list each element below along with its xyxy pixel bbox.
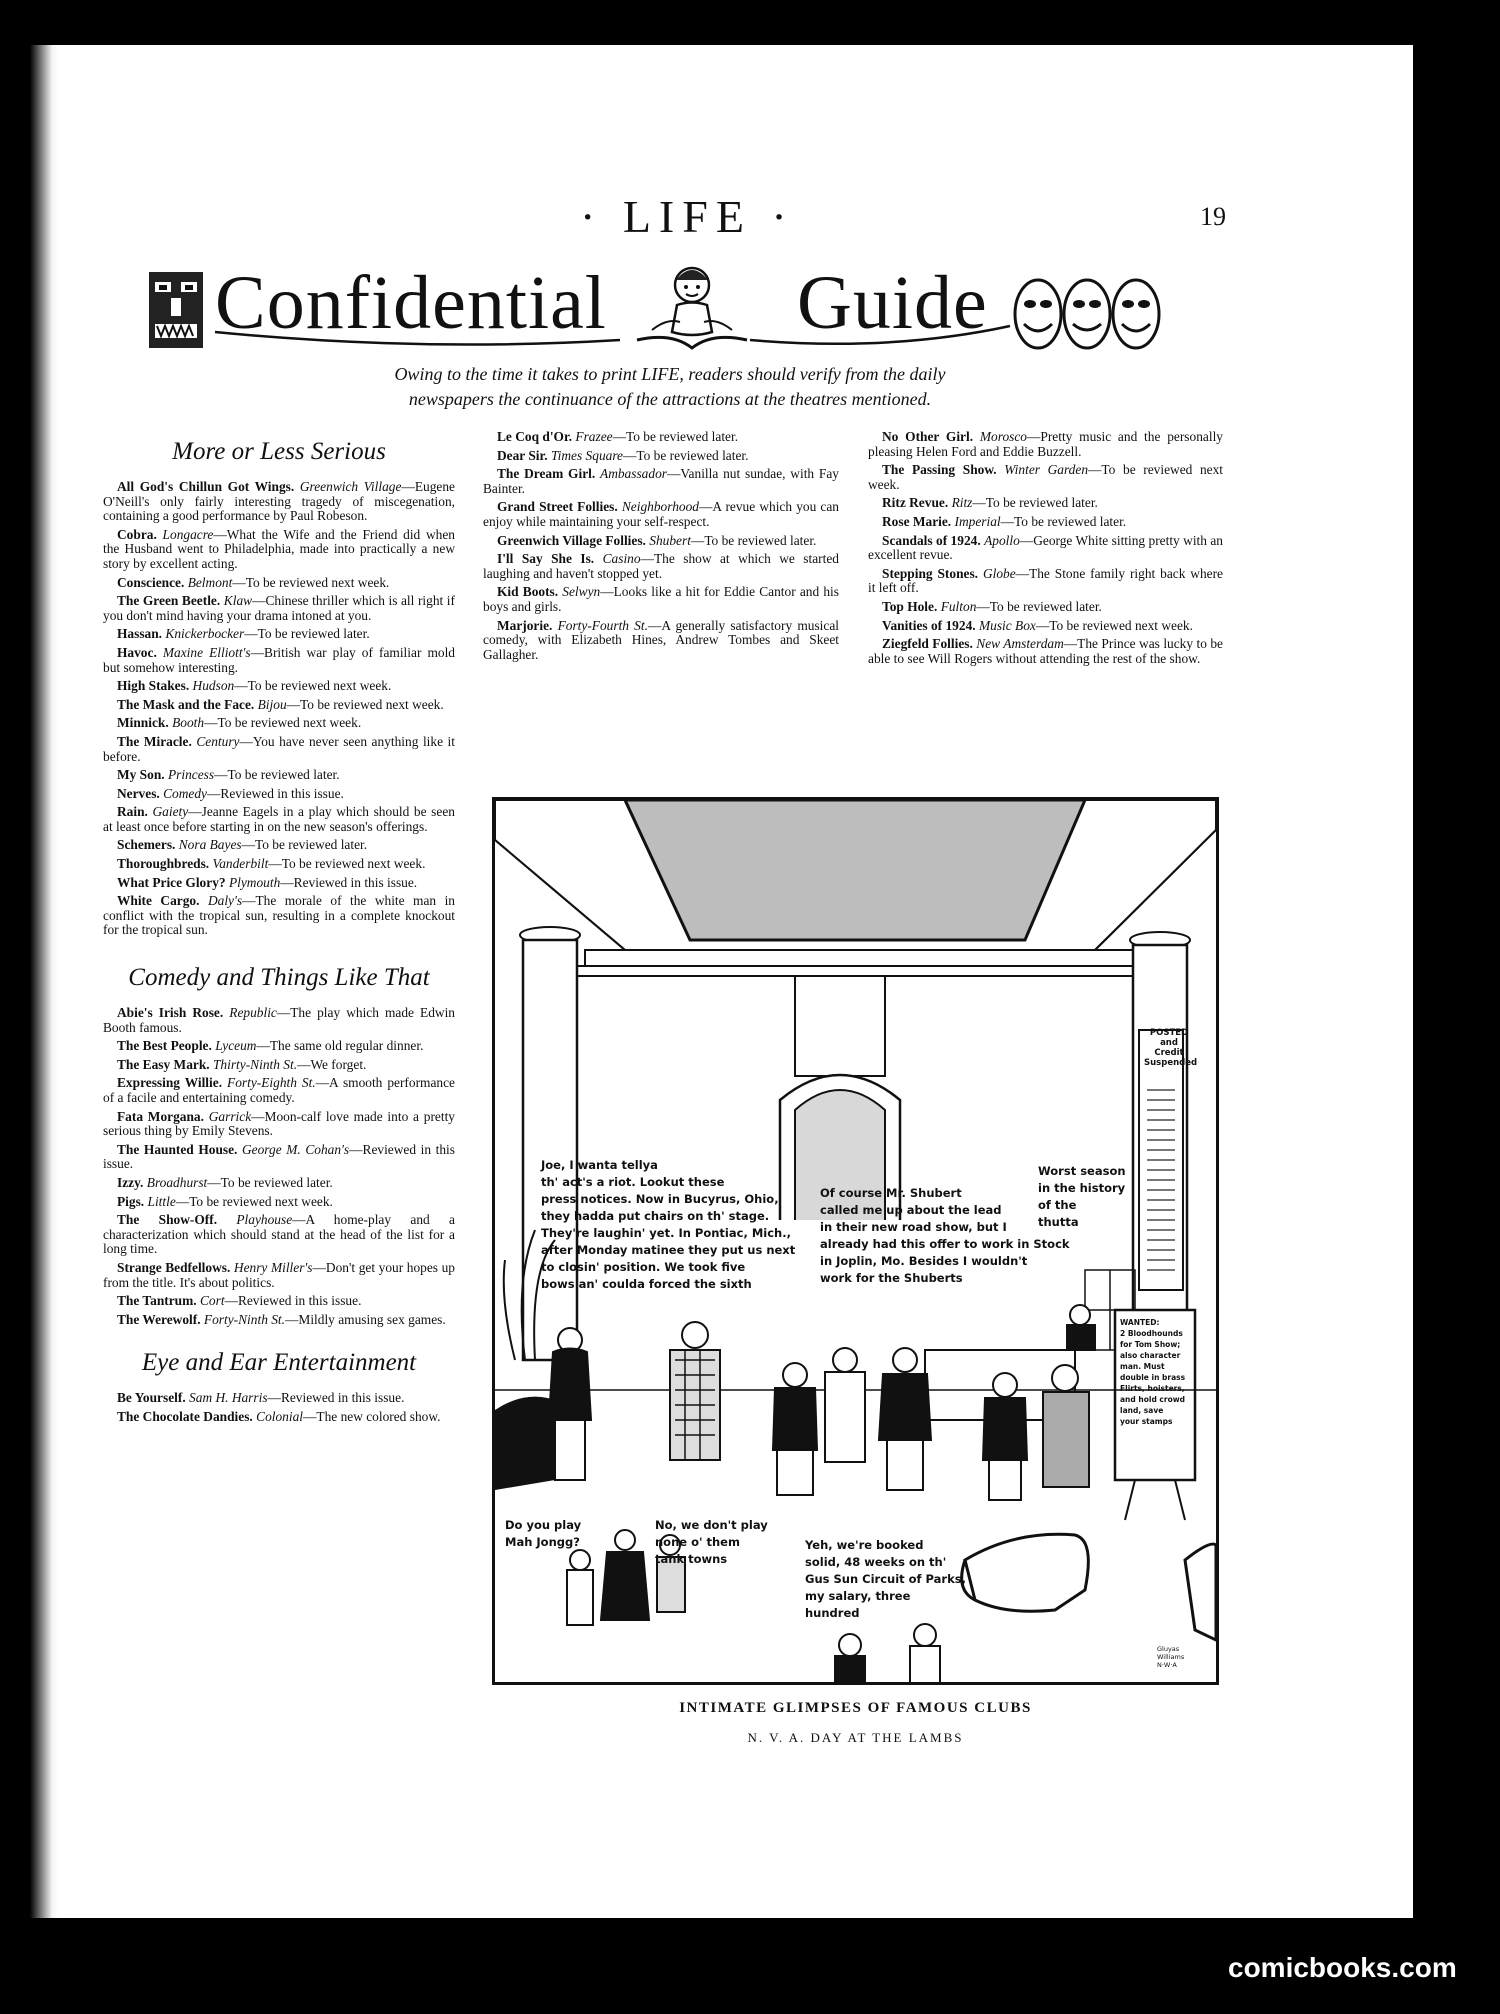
entry-title: The Dream Girl.: [497, 466, 596, 482]
entry-title: Greenwich Village Follies.: [497, 532, 646, 548]
guide-entry: [103, 1391, 455, 1406]
guide-entry: [103, 1058, 455, 1073]
entry-venue: Neighborhood: [621, 499, 699, 515]
entry-title: The Passing Show.: [882, 462, 997, 478]
entry-title: Rain.: [117, 804, 148, 820]
guide-entry: [868, 496, 1223, 511]
entry-venue: Longacre: [162, 526, 214, 542]
text-line: hundred: [805, 1606, 860, 1620]
text-line: in the history: [1038, 1181, 1126, 1195]
entry-text: —To be reviewed later.: [612, 429, 739, 444]
entry-text: —To be reviewed later.: [214, 767, 340, 783]
entry-title: White Cargo.: [117, 893, 200, 909]
text-line: th' act's a riot. Lookut these: [541, 1175, 725, 1189]
guide-entry: [103, 1313, 455, 1328]
entry-venue: New Amsterdam: [976, 636, 1064, 652]
guide-banner: [140, 260, 1180, 360]
entry-title: Kid Boots.: [497, 584, 559, 600]
entry-venue: Henry Miller's: [233, 1259, 313, 1275]
entry-title: High Stakes.: [117, 678, 190, 694]
guide-entry: [103, 1076, 455, 1105]
running-head: · LIFE ·: [580, 191, 795, 242]
speech-bubble-vaudevillian: [541, 1157, 795, 1293]
entry-text: —The same old regular dinner.: [256, 1038, 424, 1054]
entry-venue: Winter Garden: [1004, 462, 1089, 478]
cartoon-subcaption: N. V. A. DAY AT THE LAMBS: [747, 1730, 964, 1745]
entry-text: —Pretty music and the personally pleasing Helen Ford and Eddie Buzzell.: [868, 429, 1223, 459]
entry-text: —To be reviewed later.: [241, 837, 368, 853]
entry-venue: Republic: [229, 1005, 277, 1021]
entry-venue: Forty-Eighth St.: [227, 1075, 316, 1091]
entry-venue: Klaw: [223, 593, 253, 609]
text-line: in Joplin, Mo. Besides I wouldn't: [820, 1254, 1028, 1268]
guide-entry: [868, 430, 1223, 459]
text-line: Credit: [1154, 1048, 1184, 1058]
entry-text: —Reviewed in this issue.: [267, 1390, 405, 1406]
guide-entry: [868, 567, 1223, 596]
entry-venue: Sam H. Harris: [189, 1390, 268, 1406]
text-line: work for the Shuberts: [820, 1271, 963, 1285]
guide-entry: [103, 1261, 455, 1290]
entry-venue: Music Box: [978, 617, 1036, 633]
entry-text: —Moon-calf love made into a pretty serious thing by Emily Stevens.: [103, 1108, 455, 1139]
guide-entry: [103, 735, 455, 764]
text-line: in their new road show, but I: [820, 1220, 1007, 1234]
entry-title: Fata Morgana.: [117, 1108, 204, 1124]
column-right: [868, 430, 1223, 670]
banner-title-right: Guide: [796, 261, 988, 345]
entry-title: No Other Girl.: [882, 429, 974, 444]
text-line: Of course Mr. Shubert: [820, 1186, 962, 1200]
entry-venue: Selwyn: [562, 584, 601, 600]
text-line: also character: [1120, 1351, 1181, 1360]
entry-venue: Hudson: [192, 678, 235, 694]
entry-title: The Tantrum.: [117, 1293, 197, 1309]
entry-venue: Globe: [982, 565, 1016, 581]
section-heading-eye-ear: Eye and Ear Entertainment: [141, 1349, 417, 1377]
guide-entry: [103, 594, 455, 623]
entry-title: Strange Bedfellows.: [117, 1259, 231, 1275]
entry-venue: Maxine Elliott's: [162, 644, 251, 660]
entry-text: —To be reviewed next week.: [234, 678, 392, 694]
entry-title: Minnick.: [117, 715, 169, 731]
entry-venue: Ambassador: [600, 466, 667, 482]
entry-text: —A smooth performance of a facile and entertaining comedy.: [103, 1075, 455, 1105]
entry-title: Le Coq d'Or.: [497, 429, 573, 444]
entry-title: Havoc.: [117, 644, 157, 660]
guide-entry: [103, 894, 455, 938]
entry-text: —Jeanne Eagels in a play which should be seen at least once before starting in on the new season's offerings.: [103, 804, 455, 834]
text-line: double in brass: [1120, 1373, 1186, 1382]
entry-venue: Comedy: [163, 785, 208, 801]
entry-title: Vanities of 1924.: [882, 617, 976, 633]
comedy-list: [103, 1006, 455, 1327]
site-watermark: comicbooks.com: [1228, 1952, 1457, 1983]
entry-text: —Reviewed in this issue.: [224, 1293, 362, 1309]
entry-text: —Chinese thriller which is all right if you don't mind having your drama intoned at you.: [103, 593, 455, 623]
entry-text: —Looks like a hit for Eddie Cantor and his boys and girls.: [483, 584, 839, 614]
entry-text: —A home-play and a characterization which should stand at the head of the list for a long time.: [103, 1212, 455, 1257]
guide-entry: [483, 467, 839, 496]
text-line: after Monday matinee they put us next: [541, 1243, 796, 1257]
text-line: of the: [1038, 1198, 1077, 1212]
entry-venue: Booth: [172, 715, 205, 731]
entry-title: Conscience.: [117, 574, 185, 590]
entry-text: —Mildly amusing sex games.: [285, 1311, 446, 1327]
speech-bubble-booked-solid: [805, 1537, 966, 1622]
text-line: and: [1160, 1038, 1178, 1048]
entry-venue: Vanderbilt: [212, 856, 269, 872]
text-line: They're laughin' yet. In Pontiac, Mich.,: [541, 1226, 791, 1240]
guide-entry: [103, 1410, 455, 1425]
entry-venue: Playhouse: [236, 1212, 293, 1228]
text-line: Suspended: [1144, 1058, 1198, 1068]
entry-title: All God's Chillun Got Wings.: [117, 479, 295, 494]
entry-title: What Price Glory?: [117, 874, 226, 890]
entry-venue: Cort: [199, 1293, 225, 1309]
entry-title: Schemers.: [117, 837, 176, 853]
guide-entry: [103, 1176, 455, 1191]
entry-title: The Haunted House.: [117, 1141, 238, 1157]
text-line: Gus Sun Circuit of Parks,: [805, 1572, 966, 1586]
entry-title: Marjorie.: [497, 617, 553, 633]
entry-title: Hassan.: [117, 626, 163, 642]
entry-text: —What the Wife and the Friend did when the Husband went to Philadelphia, made into practically a new story by excellent acting.: [103, 526, 455, 571]
entry-venue: Gaiety: [152, 804, 189, 820]
entry-text: —A revue which you can enjoy while maintaining your self-respect.: [483, 499, 839, 529]
entry-venue: Fulton: [940, 598, 977, 614]
text-line: bows an' coulda forced the sixth: [541, 1277, 752, 1291]
entry-venue: Plymouth: [228, 874, 281, 890]
entry-venue: Thirty-Ninth St.: [212, 1056, 298, 1072]
entry-text: —The show at which we started laughing and haven't stopped yet.: [483, 551, 839, 581]
guide-entry: [103, 1213, 455, 1257]
entry-text: —George White sitting pretty with an excellent revue.: [868, 532, 1223, 563]
entry-text: —You have never seen anything like it before.: [103, 733, 455, 764]
entry-text: —The new colored show.: [303, 1408, 441, 1424]
column-left: [103, 428, 455, 1429]
guide-entry: [103, 627, 455, 642]
guide-entry: [103, 698, 455, 713]
text-line: Do you play: [505, 1518, 582, 1532]
entry-text: —To be reviewed next week.: [1035, 617, 1193, 633]
entry-text: —To be reviewed later.: [972, 495, 1098, 511]
entry-text: —To be reviewed next week.: [268, 856, 426, 872]
banner-flourish: [140, 260, 1180, 360]
text-line: thutta: [1038, 1215, 1079, 1229]
entry-text: —To be reviewed next week.: [175, 1193, 333, 1209]
guide-entry: [868, 600, 1223, 615]
text-line: for Tom Show;: [1120, 1340, 1181, 1349]
text-line: Yeh, we're booked: [805, 1538, 924, 1552]
text-line: press notices. Now in Bucyrus, Ohio,: [541, 1192, 779, 1206]
cartoon-illustration: [492, 797, 1219, 1685]
text-line: Williams: [1157, 1653, 1185, 1661]
guide-entry: [483, 619, 839, 663]
entry-text: —We forget.: [297, 1056, 367, 1072]
binding-spine: [0, 45, 58, 1918]
guide-entry: [103, 1039, 455, 1054]
guide-entry: [103, 1110, 455, 1139]
guide-entry: [483, 449, 839, 464]
section-heading-comedy: Comedy and Things Like That: [128, 964, 430, 992]
entry-title: Top Hole.: [882, 598, 938, 614]
page-number: 19: [1200, 202, 1226, 231]
guide-entry: [103, 480, 455, 524]
speech-bubble-actor: [820, 1185, 1070, 1287]
entry-text: —To be reviewed later.: [244, 626, 370, 642]
verification-notice: [270, 362, 1070, 412]
entry-text: —British war play of familiar mold but somehow interesting.: [103, 644, 455, 675]
text-line: none o' them: [655, 1535, 740, 1549]
entry-venue: Morosco: [979, 429, 1027, 444]
section-heading-serious: More or Less Serious: [172, 438, 386, 465]
guide-entry: [483, 534, 839, 549]
text-line: Worst season: [1038, 1164, 1126, 1178]
entry-venue: Nora Bayes: [178, 837, 242, 853]
entry-title: The Green Beetle.: [117, 593, 221, 609]
entry-venue: Garrick: [208, 1108, 252, 1124]
entry-venue: Broadhurst: [146, 1174, 208, 1190]
guide-entry: [868, 637, 1223, 666]
guide-entry: [103, 1195, 455, 1210]
guide-entry: [103, 646, 455, 675]
entry-venue: Colonial: [256, 1408, 304, 1424]
entry-text: —Don't get your hopes up from the title. It's about politics.: [103, 1259, 455, 1290]
guide-entry: [483, 585, 839, 614]
entry-text: —To be reviewed later.: [207, 1174, 333, 1190]
entry-venue: Imperial: [954, 513, 1001, 529]
entry-venue: Lyceum: [215, 1038, 257, 1054]
text-line: N·W·A: [1157, 1661, 1177, 1669]
entry-title: The Chocolate Dandies.: [117, 1408, 253, 1424]
text-line: land, save: [1120, 1406, 1164, 1415]
guide-entry: [103, 1006, 455, 1035]
entry-title: Izzy.: [117, 1174, 144, 1190]
text-line: WANTED:: [1120, 1318, 1160, 1327]
posted-sign: [1144, 1028, 1198, 1068]
entry-venue: Apollo: [984, 532, 1020, 548]
entry-title: Expressing Willie.: [117, 1075, 223, 1091]
text-line: POSTED: [1149, 1028, 1189, 1038]
entry-title: Pigs.: [117, 1193, 145, 1209]
cartoon-caption: INTIMATE GLIMPSES OF FAMOUS CLUBS: [679, 1700, 1032, 1716]
guide-entry: [103, 1143, 455, 1172]
entry-venue: Princess: [167, 767, 215, 783]
text-line: Flirts, hoisters,: [1120, 1384, 1185, 1393]
artist-signature: [1157, 1645, 1184, 1669]
entry-venue: Belmont: [187, 574, 233, 590]
entry-title: Nerves.: [117, 785, 160, 801]
entry-text: —To be reviewed later.: [1000, 513, 1127, 529]
text-line: already had this offer to work in Stock: [820, 1237, 1070, 1251]
entry-text: —To be reviewed next week.: [204, 715, 362, 731]
guide-entry: [103, 876, 455, 891]
entry-text: —Reviewed in this issue.: [280, 874, 418, 890]
text-line: Joe, I wanta tellya: [541, 1158, 658, 1172]
entry-text: —To be reviewed later.: [690, 532, 817, 548]
entry-title: Abie's Irish Rose.: [117, 1005, 224, 1021]
guide-entry: [868, 619, 1223, 634]
entry-title: My Son.: [117, 767, 165, 783]
guide-entry: [868, 534, 1223, 563]
entry-text: —A generally satisfactory musical comedy, with Elizabeth Hines, Andrew Tombes and Skeet Gallagher.: [483, 617, 839, 662]
entry-title: The Best People.: [117, 1038, 212, 1054]
guide-entry: [103, 716, 455, 731]
text-line: my salary, three: [805, 1589, 911, 1603]
guide-entry: [103, 857, 455, 872]
guide-entry: [868, 463, 1223, 492]
column-middle: [483, 430, 839, 666]
text-line: tank towns: [655, 1552, 728, 1566]
musical-list-b: [868, 430, 1223, 666]
text-line: Mah Jongg?: [505, 1535, 580, 1549]
banner-title-left: Confidential: [215, 261, 607, 345]
entry-title: The Easy Mark.: [117, 1056, 210, 1072]
text-line: to closin' position. We took five: [541, 1260, 746, 1274]
text-line: man. Must: [1120, 1362, 1165, 1371]
entry-venue: Forty-Fourth St.: [557, 617, 648, 633]
speech-bubble-worst-season: [1038, 1163, 1126, 1231]
entry-text: —To be reviewed later.: [623, 447, 749, 463]
entry-title: Dear Sir.: [497, 447, 548, 463]
entry-text: —To be reviewed later.: [976, 598, 1102, 614]
entry-venue: Casino: [602, 551, 641, 567]
text-line: Gluyas: [1157, 1645, 1180, 1653]
guide-entry: [483, 552, 839, 581]
entry-venue: Shubert: [649, 532, 691, 548]
entry-venue: Little: [147, 1193, 176, 1209]
entry-title: The Werewolf.: [117, 1311, 201, 1327]
entry-title: Ziegfeld Follies.: [882, 636, 973, 652]
entry-venue: Knickerbocker: [165, 626, 245, 642]
entry-venue: Century: [196, 733, 240, 749]
entry-text: —Reviewed in this issue.: [207, 785, 344, 801]
entry-text: —Vanilla nut sundae, with Fay Bainter.: [483, 466, 839, 496]
text-line: your stamps: [1120, 1417, 1173, 1426]
entry-title: Stepping Stones.: [882, 565, 979, 581]
entry-title: Be Yourself.: [117, 1390, 186, 1406]
text-line: called me up about the lead: [820, 1203, 1002, 1217]
entry-title: The Show-Off.: [117, 1212, 218, 1228]
entry-text: —The Stone family right back where it left off.: [868, 565, 1223, 596]
entry-title: Cobra.: [117, 526, 157, 542]
musical-list-a: [483, 430, 839, 662]
guide-entry: [483, 430, 839, 445]
notice-line-1: Owing to the time it takes to print LIFE, readers should verify from the daily: [394, 364, 946, 384]
entry-title: Scandals of 1924.: [882, 532, 981, 548]
text-line: 2 Bloodhounds: [1120, 1329, 1183, 1338]
guide-entry: [103, 528, 455, 572]
guide-entry: [103, 679, 455, 694]
entry-venue: Frazee: [575, 429, 613, 444]
entry-text: —The morale of the white man in conflict with the tropical sun, resulting in a complete knockout for the tropical sun.: [103, 893, 455, 938]
entry-title: The Mask and the Face.: [117, 696, 255, 712]
speech-bubble-tank-towns: [655, 1517, 768, 1568]
text-line: No, we don't play: [655, 1518, 768, 1532]
entry-title: Rose Marie.: [882, 513, 952, 529]
entry-venue: Bijou: [257, 696, 287, 712]
wanted-sign: [1120, 1317, 1195, 1427]
serious-list: [103, 480, 455, 938]
entry-text: —To be reviewed next week.: [232, 574, 390, 590]
entry-title: The Miracle.: [117, 733, 192, 749]
eye-ear-list: [103, 1391, 455, 1424]
guide-entry: [868, 515, 1223, 530]
entry-venue: Times Square: [550, 447, 623, 463]
guide-entry: [103, 838, 455, 853]
entry-text: —To be reviewed next week.: [868, 462, 1224, 492]
entry-title: Ritz Revue.: [882, 495, 949, 511]
guide-entry: [103, 768, 455, 783]
entry-title: Thoroughbreds.: [117, 856, 210, 872]
entry-text: —Reviewed in this issue.: [103, 1141, 455, 1172]
guide-entry: [103, 576, 455, 591]
entry-text: —The play which made Edwin Booth famous.: [103, 1005, 455, 1035]
entry-title: I'll Say She Is.: [497, 551, 595, 567]
entry-text: —To be reviewed next week.: [286, 696, 444, 712]
entry-title: Grand Street Follies.: [497, 499, 618, 515]
guide-entry: [103, 805, 455, 834]
speech-bubble-mah-jongg: [505, 1517, 581, 1551]
text-line: they hadda put chairs on th' stage.: [541, 1209, 770, 1223]
entry-venue: Forty-Ninth St.: [203, 1311, 286, 1327]
notice-line-2: newspapers the continuance of the attractions at the theatres mentioned.: [408, 389, 932, 409]
guide-entry: [103, 1294, 455, 1309]
entry-text: —Eugene O'Neill's only fairly interesting tragedy of miscegenation, containing a good performance by Paul Robeson.: [103, 479, 455, 524]
entry-venue: Ritz: [951, 495, 973, 511]
text-line: and hold crowd: [1120, 1395, 1186, 1404]
guide-entry: [483, 500, 839, 529]
entry-venue: George M. Cohan's: [242, 1141, 350, 1157]
entry-venue: Greenwich Village: [299, 479, 402, 494]
entry-text: —The Prince was lucky to be able to see Will Rogers without attending the rest of the show.: [868, 636, 1223, 666]
text-line: solid, 48 weeks on th': [805, 1555, 947, 1569]
entry-venue: Daly's: [207, 893, 243, 909]
guide-entry: [103, 787, 455, 802]
